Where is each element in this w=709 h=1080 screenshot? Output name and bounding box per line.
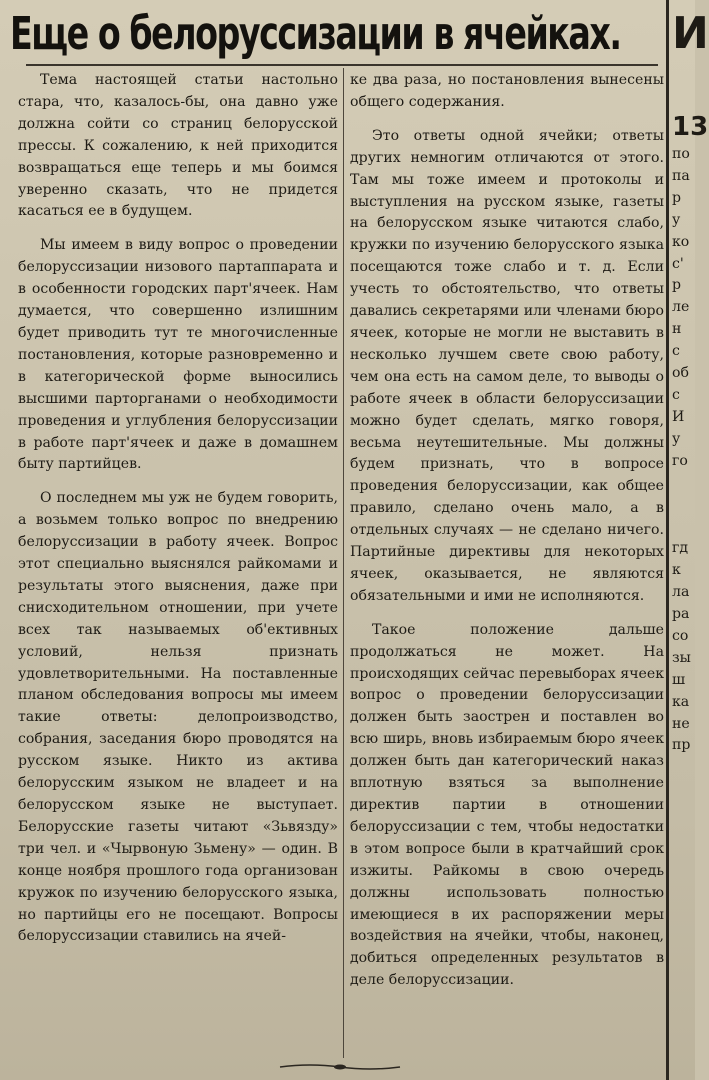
adjacent-line-fragment: гд — [672, 540, 689, 557]
paragraph: Тема настоящей статьи настольно стара, что, казалось-бы, она давно уже должна сойти со страниц белорусской прессы. К сожалению, к ней приходится возвращаться еще теперь и мы боимся уверенно сказать, что не придется касаться ее в будущем. — [18, 72, 338, 220]
paragraph: О последнем мы уж не будем говорить, а возьмем только вопрос по внедрению белоруссизации в работу ячеек. Вопрос этот специально выяснялся райкомами и результаты этого выяснения, даже при снисходительном отношении, при учете всех так называемых об'ективных условий, нельзя признать удовлетворительными. На поставленные планом обследования вопросы мы имеем такие ответы: делопроизводство, собрания, заседания бюро проводятся на русском языке. Никто из актива белорусским языком не владеет и на белорусском языке не выступает. Белорусские газеты читают «Зьвязду» три чел. и «Чырвоную Зьмену» — один. В конце ноября прошлого года организован кружок по изучению белорусского языка, но партийцы его не посещают. Вопросы белоруссизации ставились на ячей- — [18, 490, 338, 945]
adjacent-line-fragment: ле — [672, 299, 690, 316]
adjacent-line-fragment: н — [672, 321, 682, 338]
adjacent-line-fragment: с — [672, 386, 680, 403]
article-headline: Еще о белоруссизации в ячейках. — [10, 7, 621, 60]
adjacent-number-fragment: 13 — [672, 112, 709, 142]
adjacent-line-fragment: у — [672, 430, 681, 447]
adjacent-line-fragment: со — [672, 627, 689, 644]
adjacent-line-fragment — [672, 473, 695, 495]
adjacent-line-fragment: ла — [672, 584, 690, 601]
paragraph: Такое положение дальше продолжаться не может. На происходящих сейчас перевыборах ячеек вопрос о проведении белоруссизации должен быть заострен и поставлен во всю ширь, вновь избираемым бюро ячеек должен быть дан категорический наказ вплотную взяться за выполнение директив партии в отношении белоруссизации с тем, чтобы недостатки в этом вопросе были в кратчайший срок изжиты. Райкомы в свою очередь должны использовать полностью имеющиеся в их распоряжении меры воздействия на ячейки, чтобы, наконец, добиться определенных результатов в деле белоруссизации. — [350, 621, 664, 989]
adjacent-line-fragment: об — [672, 365, 689, 382]
adjacent-line-fragment: р — [672, 189, 682, 206]
adjacent-line-fragment: ш — [672, 671, 686, 688]
adjacent-line-fragment: ко — [672, 233, 690, 250]
paragraph: Мы имеем в виду вопрос о проведении белоруссизации низового партаппарата и в особенности городских парт'ячеек. Нам думается, что совершенно излишним будет приводить тут те многочисленные постановления, которые разновременно и в категорической форме выносились высшими парторганами о необходимости проведения и углубления белоруссизации в работе парт'ячеек и даже в домашнем быту партийцев. — [18, 237, 338, 473]
adjacent-line-fragment: не — [672, 715, 690, 732]
adjacent-column-fragment — [672, 0, 709, 1080]
page-border-rule — [666, 0, 669, 1080]
adjacent-line-fragment: зы — [672, 649, 691, 666]
paragraph: Это ответы одной ячейки; ответы других немногим отличаются от этого. Там мы тоже имеем и протоколы и выступления на русском языке, газеты на белорусском языке читаются слабо, кружки по изучению белорусского языка посещаются тоже слабо и т. д. Если учесть то обстоятельство, что ответы давались секретарями или членами бюро ячеек, которые не могли не выставить в несколько лучшем свете свою работу, чем она есть на самом деле, то выводы о работе ячеек в области белоруссизации можно будет сделать, мягко говоря, весьма неутешительные. Мы должны будем признать, что в вопросе проведения белоруссизации, как общее правило, сделано очень мало, а в отдельных случаях — не сделано ничего. Партийные директивы для некоторых ячеек, оказывается, не являются обязательными и ими не исполняются. — [350, 127, 664, 604]
adjacent-line-fragment — [672, 516, 695, 538]
adjacent-line-fragment: у — [672, 211, 681, 228]
adjacent-line-fragment: пр — [672, 737, 691, 754]
headline-rule — [26, 64, 658, 66]
adjacent-line-fragment: с — [672, 343, 680, 360]
adjacent-line-fragment: с' — [672, 255, 684, 272]
adjacent-line-fragment — [672, 495, 695, 517]
paragraph: ке два раза, но постановления вынесены общего содержания. — [350, 72, 664, 110]
adjacent-line-fragment: па — [672, 167, 690, 184]
bottom-ornament — [280, 1062, 400, 1072]
adjacent-line-fragment: го — [672, 452, 688, 469]
article-column-2 — [350, 70, 664, 992]
adjacent-line-fragment: ка — [672, 693, 690, 710]
adjacent-line-fragment: р — [672, 277, 682, 294]
adjacent-line-fragment: ра — [672, 606, 690, 623]
article-column-1 — [18, 70, 338, 948]
adjacent-headline-fragment: И — [672, 8, 709, 59]
adjacent-line-fragment: по — [672, 146, 690, 162]
headline-area — [0, 0, 662, 64]
column-divider — [343, 68, 344, 1058]
adjacent-line-fragment: И — [672, 408, 685, 425]
adjacent-text-lines — [672, 144, 695, 757]
adjacent-line-fragment: к — [672, 562, 681, 579]
